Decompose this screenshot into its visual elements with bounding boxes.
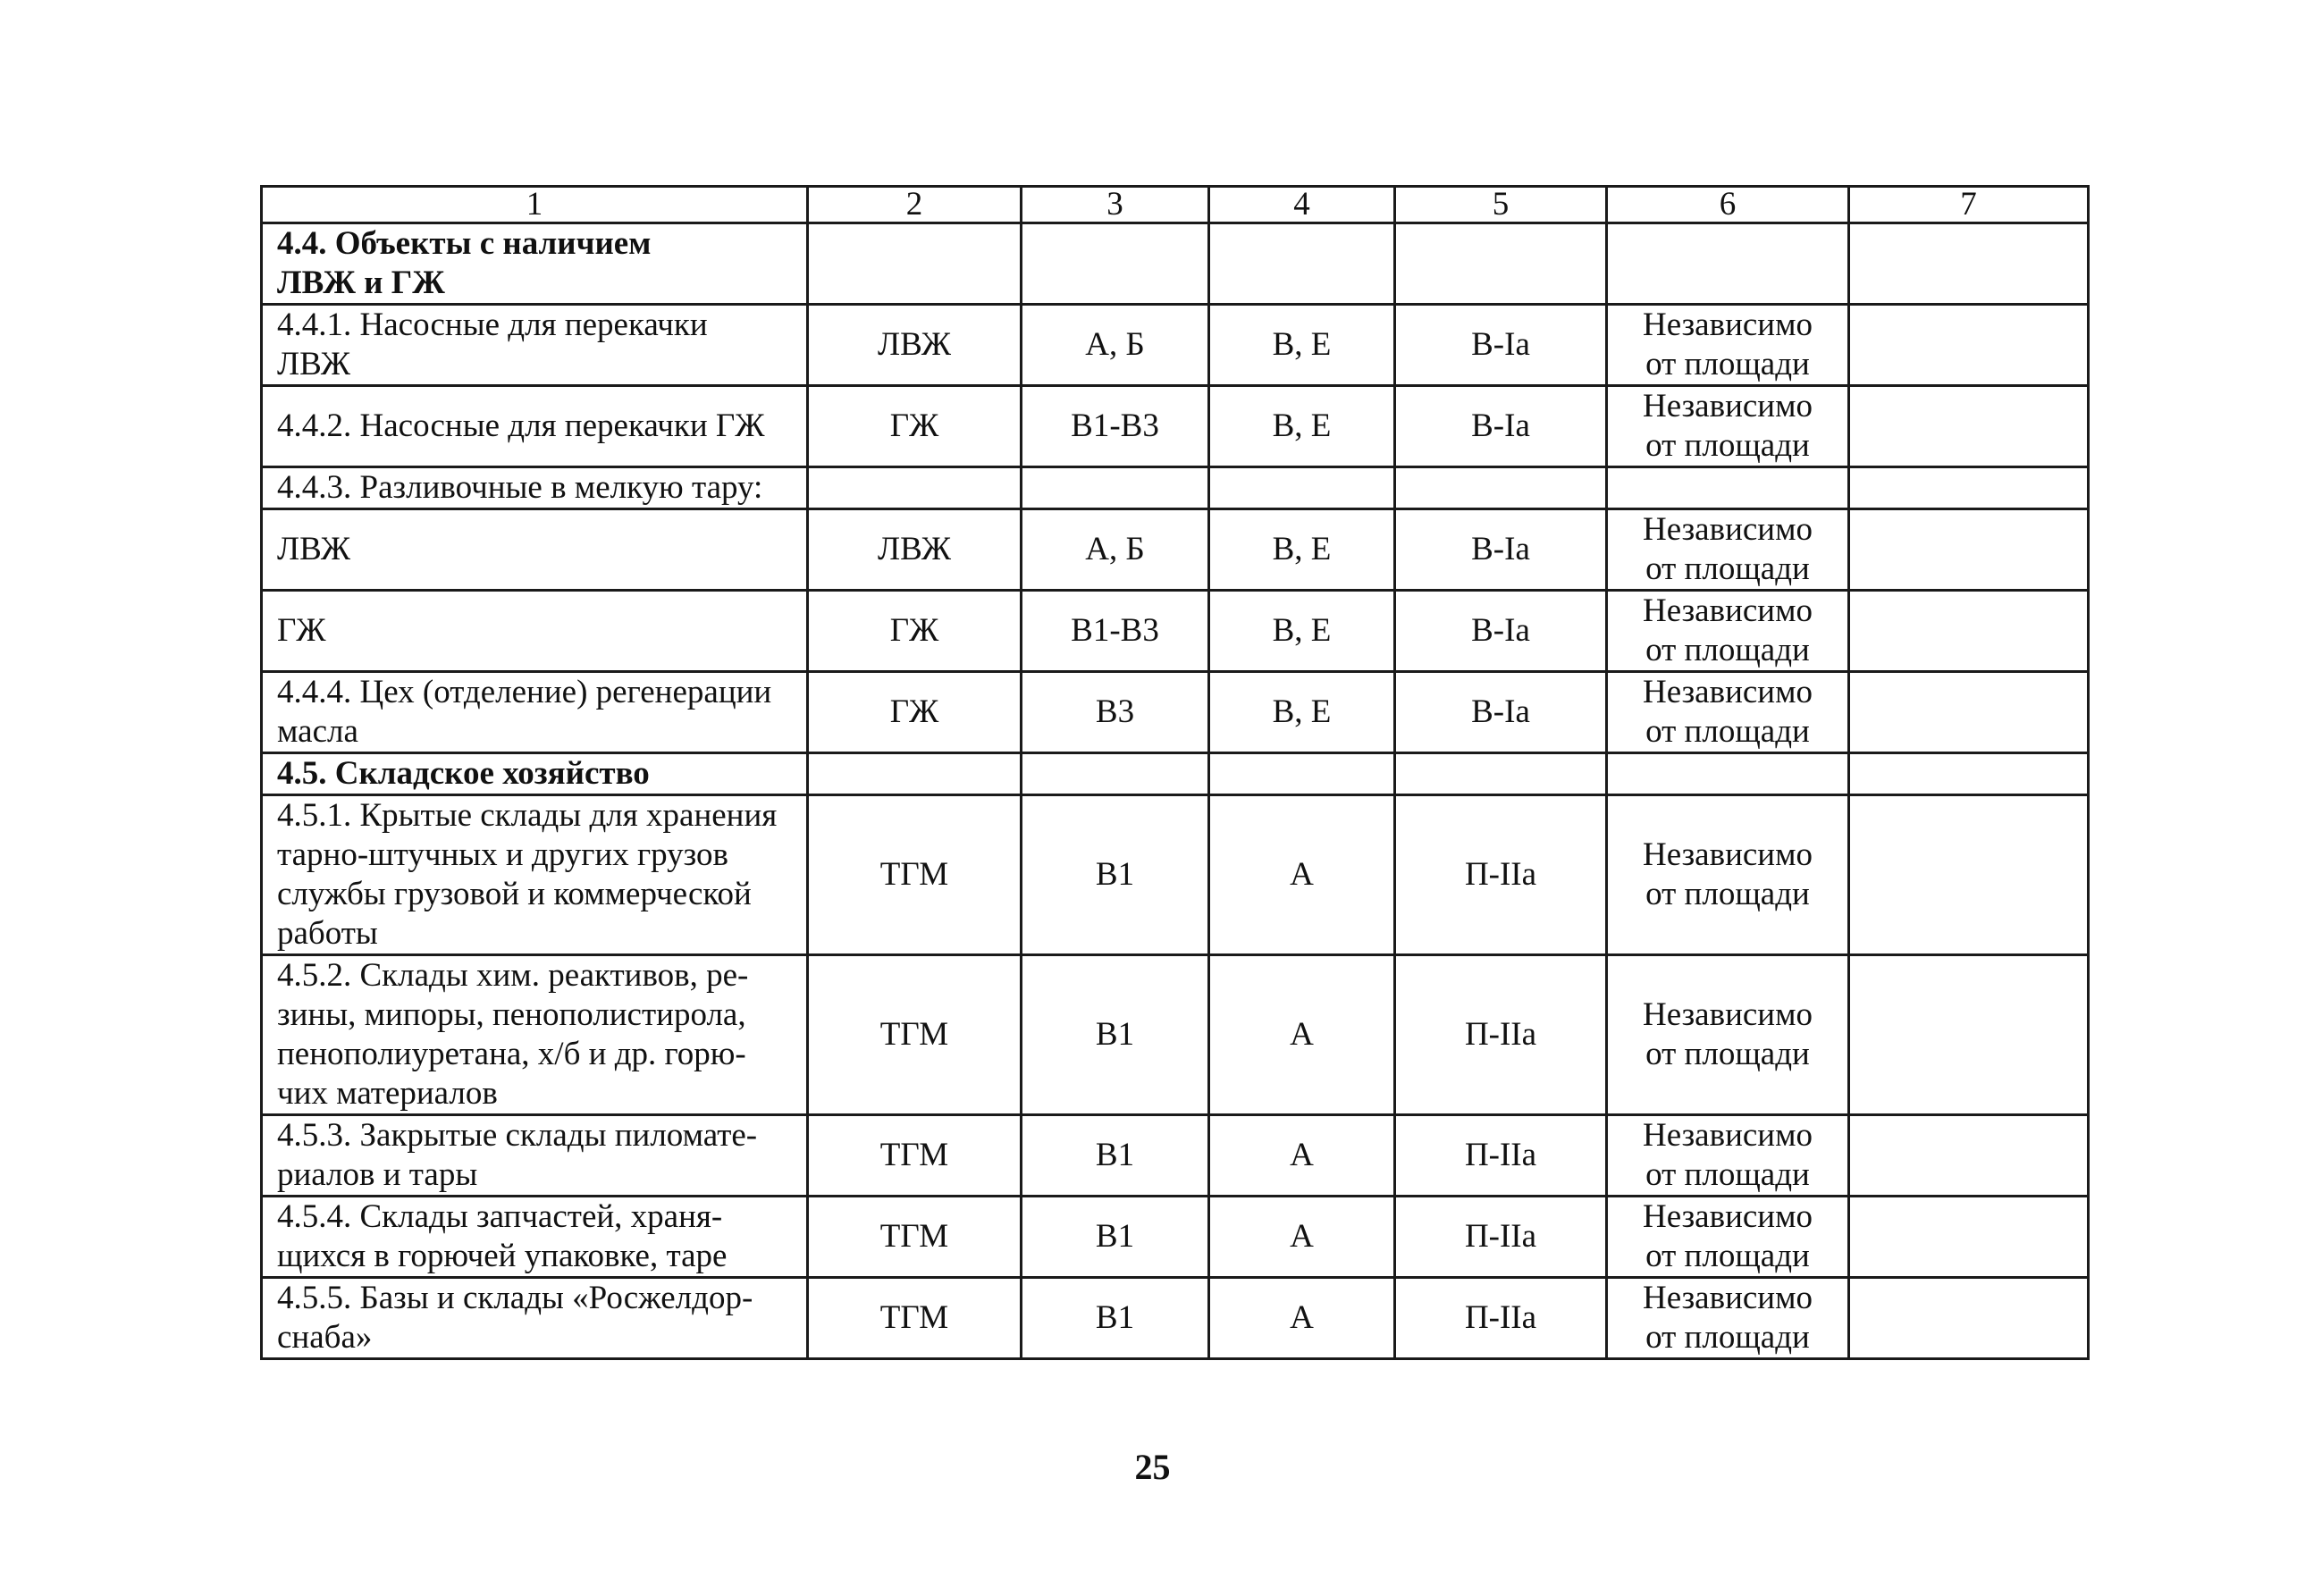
value-cell-7 — [1849, 386, 2089, 467]
value-cell-4: В, Е — [1209, 672, 1395, 753]
value-cell-7 — [1849, 223, 2089, 305]
value-cell-7 — [1849, 467, 2089, 509]
value-cell-2: ГЖ — [808, 386, 1022, 467]
value-cell-6 — [1607, 223, 1849, 305]
header-cell-4: 4 — [1209, 187, 1395, 223]
value-cell-3 — [1022, 223, 1209, 305]
row-title-cell: 4.5.4. Склады запчастей, храня- щихся в горючей упаковке, таре — [262, 1197, 808, 1278]
value-cell-7 — [1849, 1197, 2089, 1278]
value-cell-3: В1 — [1022, 795, 1209, 955]
value-cell-5 — [1395, 467, 1607, 509]
value-cell-3: А, Б — [1022, 509, 1209, 591]
header-cell-1: 1 — [262, 187, 808, 223]
value-cell-5: П-IIа — [1395, 1197, 1607, 1278]
value-cell-2: ГЖ — [808, 672, 1022, 753]
value-cell-4: В, Е — [1209, 591, 1395, 672]
fire-safety-table — [260, 185, 2090, 1360]
value-cell-4: В, Е — [1209, 386, 1395, 467]
value-cell-2: ЛВЖ — [808, 509, 1022, 591]
value-cell-6: Независимо от площади — [1607, 1278, 1849, 1359]
value-cell-4: А — [1209, 1115, 1395, 1197]
row-title-cell: 4.4. Объекты с наличием ЛВЖ и ГЖ — [262, 223, 808, 305]
value-cell-2: ТГМ — [808, 1115, 1022, 1197]
table-row — [262, 1115, 2089, 1197]
value-cell-3: В1 — [1022, 1115, 1209, 1197]
header-cell-7: 7 — [1849, 187, 2089, 223]
value-cell-2: ТГМ — [808, 1278, 1022, 1359]
value-cell-3 — [1022, 753, 1209, 795]
value-cell-2: ТГМ — [808, 1197, 1022, 1278]
row-title-cell: 4.5.2. Склады хим. реактивов, ре- зины, мипоры, пенополистирола, пенополиуретана, х/б и др. горю- чих материалов — [262, 955, 808, 1115]
value-cell-5: П-IIа — [1395, 1278, 1607, 1359]
value-cell-4: А — [1209, 1197, 1395, 1278]
table-row — [262, 1278, 2089, 1359]
section-row — [262, 753, 2089, 795]
value-cell-3 — [1022, 467, 1209, 509]
header-cell-6: 6 — [1607, 187, 1849, 223]
value-cell-6: Независимо от площади — [1607, 1197, 1849, 1278]
value-cell-3: В1 — [1022, 955, 1209, 1115]
value-cell-7 — [1849, 955, 2089, 1115]
header-cell-2: 2 — [808, 187, 1022, 223]
value-cell-6: Независимо от площади — [1607, 672, 1849, 753]
row-title-cell: 4.5.3. Закрытые склады пиломате- риалов и тары — [262, 1115, 808, 1197]
value-cell-6: Независимо от площади — [1607, 509, 1849, 591]
value-cell-3: А, Б — [1022, 305, 1209, 386]
value-cell-4 — [1209, 223, 1395, 305]
value-cell-6 — [1607, 753, 1849, 795]
value-cell-7 — [1849, 1115, 2089, 1197]
table-row — [262, 1197, 2089, 1278]
table-body — [262, 187, 2089, 1359]
value-cell-3: В1-В3 — [1022, 591, 1209, 672]
value-cell-4: В, Е — [1209, 305, 1395, 386]
table-row — [262, 591, 2089, 672]
value-cell-7 — [1849, 305, 2089, 386]
row-title-cell: 4.4.4. Цех (отделение) регенерации масла — [262, 672, 808, 753]
value-cell-5: В-Iа — [1395, 672, 1607, 753]
value-cell-5: П-IIа — [1395, 1115, 1607, 1197]
row-title-cell: ГЖ — [262, 591, 808, 672]
value-cell-3: В3 — [1022, 672, 1209, 753]
table-row — [262, 509, 2089, 591]
value-cell-7 — [1849, 753, 2089, 795]
value-cell-3: В1-В3 — [1022, 386, 1209, 467]
value-cell-5 — [1395, 753, 1607, 795]
row-title-cell: 4.4.1. Насосные для перекачки ЛВЖ — [262, 305, 808, 386]
value-cell-5 — [1395, 223, 1607, 305]
value-cell-2: ТГМ — [808, 955, 1022, 1115]
table-row — [262, 955, 2089, 1115]
value-cell-7 — [1849, 509, 2089, 591]
value-cell-5: В-Iа — [1395, 305, 1607, 386]
row-title-cell: 4.4.3. Разливочные в мелкую тару: — [262, 467, 808, 509]
value-cell-6: Независимо от площади — [1607, 955, 1849, 1115]
value-cell-2 — [808, 467, 1022, 509]
value-cell-4: В, Е — [1209, 509, 1395, 591]
table-row — [262, 795, 2089, 955]
row-title-cell: ЛВЖ — [262, 509, 808, 591]
value-cell-5: В-Iа — [1395, 591, 1607, 672]
value-cell-2: ГЖ — [808, 591, 1022, 672]
value-cell-7 — [1849, 591, 2089, 672]
value-cell-3: В1 — [1022, 1197, 1209, 1278]
table-row — [262, 386, 2089, 467]
value-cell-5: В-Iа — [1395, 386, 1607, 467]
value-cell-5: П-IIа — [1395, 795, 1607, 955]
value-cell-4: А — [1209, 795, 1395, 955]
value-cell-4: А — [1209, 955, 1395, 1115]
table-row — [262, 672, 2089, 753]
value-cell-6: Независимо от площади — [1607, 386, 1849, 467]
row-title-cell: 4.5.5. Базы и склады «Росжелдор- снаба» — [262, 1278, 808, 1359]
value-cell-5: П-IIа — [1395, 955, 1607, 1115]
value-cell-4: А — [1209, 1278, 1395, 1359]
row-title-cell: 4.4.2. Насосные для перекачки ГЖ — [262, 386, 808, 467]
value-cell-6 — [1607, 467, 1849, 509]
value-cell-6: Независимо от площади — [1607, 1115, 1849, 1197]
row-title-cell: 4.5.1. Крытые склады для хранения тарно-штучных и других грузов службы грузовой и коммерческой работы — [262, 795, 808, 955]
value-cell-4 — [1209, 753, 1395, 795]
value-cell-4 — [1209, 467, 1395, 509]
value-cell-3: В1 — [1022, 1278, 1209, 1359]
table-row — [262, 467, 2089, 509]
page-number: 25 — [1134, 1447, 1171, 1487]
header-cell-3: 3 — [1022, 187, 1209, 223]
value-cell-2: ТГМ — [808, 795, 1022, 955]
section-row — [262, 223, 2089, 305]
header-cell-5: 5 — [1395, 187, 1607, 223]
value-cell-2 — [808, 223, 1022, 305]
value-cell-6: Независимо от площади — [1607, 591, 1849, 672]
column-number-row — [262, 187, 2089, 223]
value-cell-6: Независимо от площади — [1607, 305, 1849, 386]
value-cell-2: ЛВЖ — [808, 305, 1022, 386]
value-cell-7 — [1849, 672, 2089, 753]
table-row — [262, 305, 2089, 386]
value-cell-2 — [808, 753, 1022, 795]
row-title-cell: 4.5. Складское хозяйство — [262, 753, 808, 795]
value-cell-7 — [1849, 795, 2089, 955]
value-cell-6: Независимо от площади — [1607, 795, 1849, 955]
value-cell-5: В-Iа — [1395, 509, 1607, 591]
value-cell-7 — [1849, 1278, 2089, 1359]
